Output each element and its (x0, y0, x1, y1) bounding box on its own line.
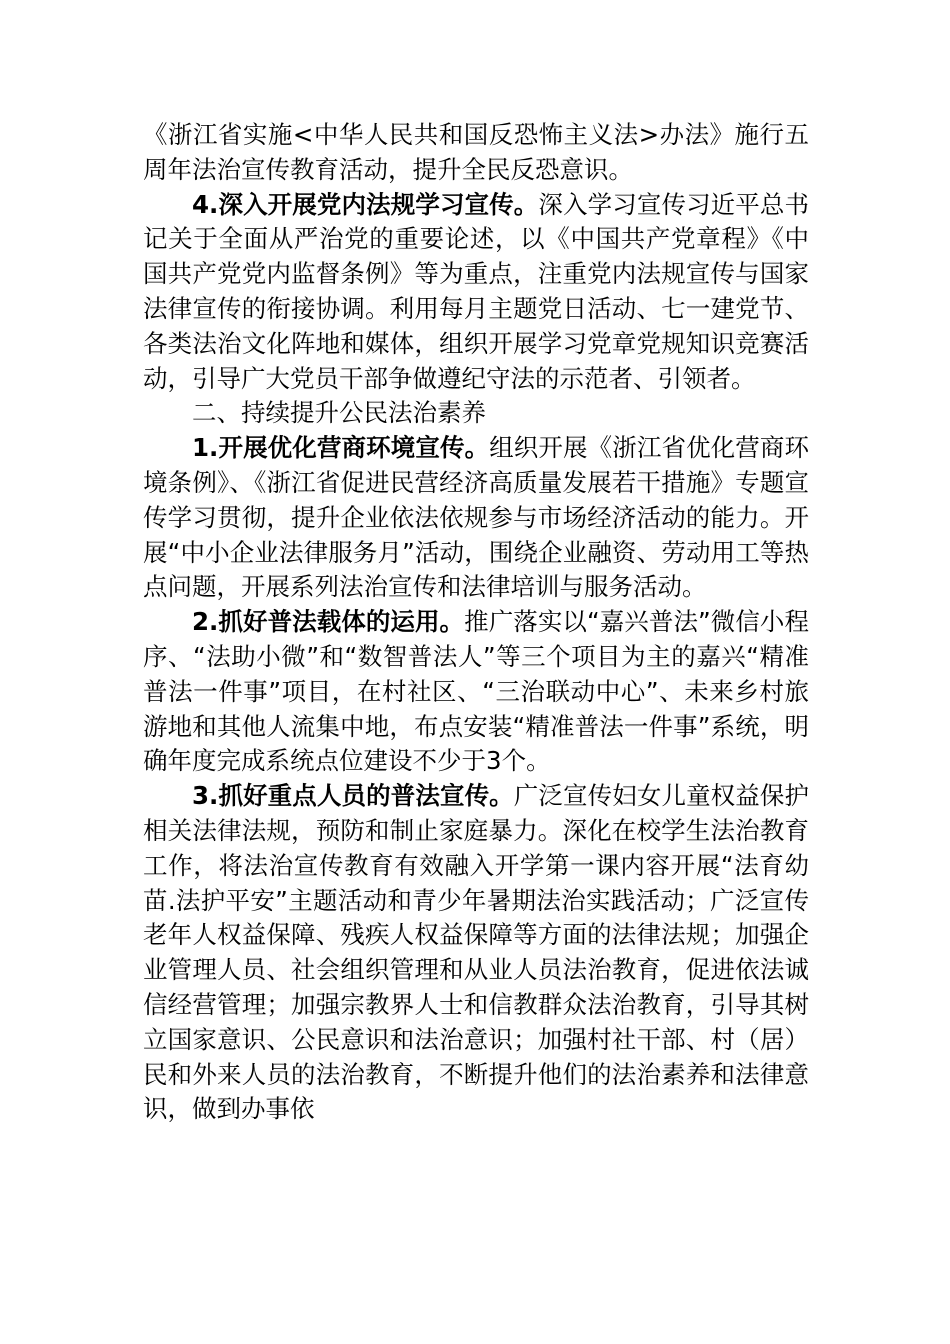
paragraph-lead: 3.抓好重点人员的普法宣传。 (192, 781, 514, 811)
paragraph-text: 深入学习宣传习近平总书记关于全面从严治党的重要论述，以《中国共产党章程》《中国共产党党内监督条例》等为重点，注重党内法规宣传与国家法律宣传的衔接协调。利用每月主题党日活动、七一建党节、各类法治文化阵地和媒体，组织开展学习党章党规知识竞赛活动，引导广大党员干部争做遵纪守法的示范者、引领者。 (143, 189, 810, 393)
section-heading (143, 396, 809, 431)
paragraph-lead: 4.深入开展党内法规学习宣传。 (192, 189, 539, 219)
section-heading-text: 二、持续提升公民法治素养 (192, 398, 486, 428)
document-page (143, 118, 809, 1127)
paragraph-text: 广泛宣传妇女儿童权益保护相关法律法规，预防和制止家庭暴力。深化在校学生法治教育工作，将法治宣传教育有效融入开学第一课内容开展“法育幼苗.法护平安”主题活动和青少年暑期法治实践活动；广泛宣传老年人权益保障、残疾人权益保障等方面的法律法规；加强企业管理人员、社会组织管理和从业人员法治教育，促进依法诚信经营管理；加强宗教界人士和信教群众法治教育，引导其树立国家意识、公民意识和法治意识；加强村社干部、村（居）民和外来人员的法治教育，不断提升他们的法治素养和法律意识，做到办事依 (143, 781, 810, 1124)
paragraph-key-groups (143, 779, 809, 1127)
paragraph-lead: 1.开展优化营商环境宣传。 (192, 433, 490, 463)
paragraph-business-environment (143, 431, 809, 605)
paragraph-continuation (143, 118, 809, 188)
paragraph-text: 组织开展《浙江省优化营商环境条例》、《浙江省促进民营经济高质量发展若干措施》专题宣传学习贯彻，提升企业依法依规参与市场经济活动的能力。开展“中小企业法律服务月”活动，围绕企业融资、劳动用工等热点问题，开展系列法治宣传和法律培训与服务活动。 (143, 433, 810, 602)
paragraph-lead: 2.抓好普法载体的运用。 (192, 607, 465, 637)
paragraph-text: 《浙江省实施<中华人民共和国反恐怖主义法>办法》施行五周年法治宣传教育活动，提升全民反恐意识。 (143, 120, 809, 184)
paragraph-law-carriers (143, 605, 809, 779)
paragraph-text: 推广落实以“嘉兴普法”微信小程序、“法助小微”和“数智普法人”等三个项目为主的嘉兴“精准普法一件事”项目，在村社区、“三治联动中心”、未来乡村旅游地和其他人流集中地，布点安装“精准普法一件事”系统，明确年度完成系统点位建设不少于3个。 (143, 607, 809, 776)
paragraph-party-regulations (143, 188, 809, 397)
